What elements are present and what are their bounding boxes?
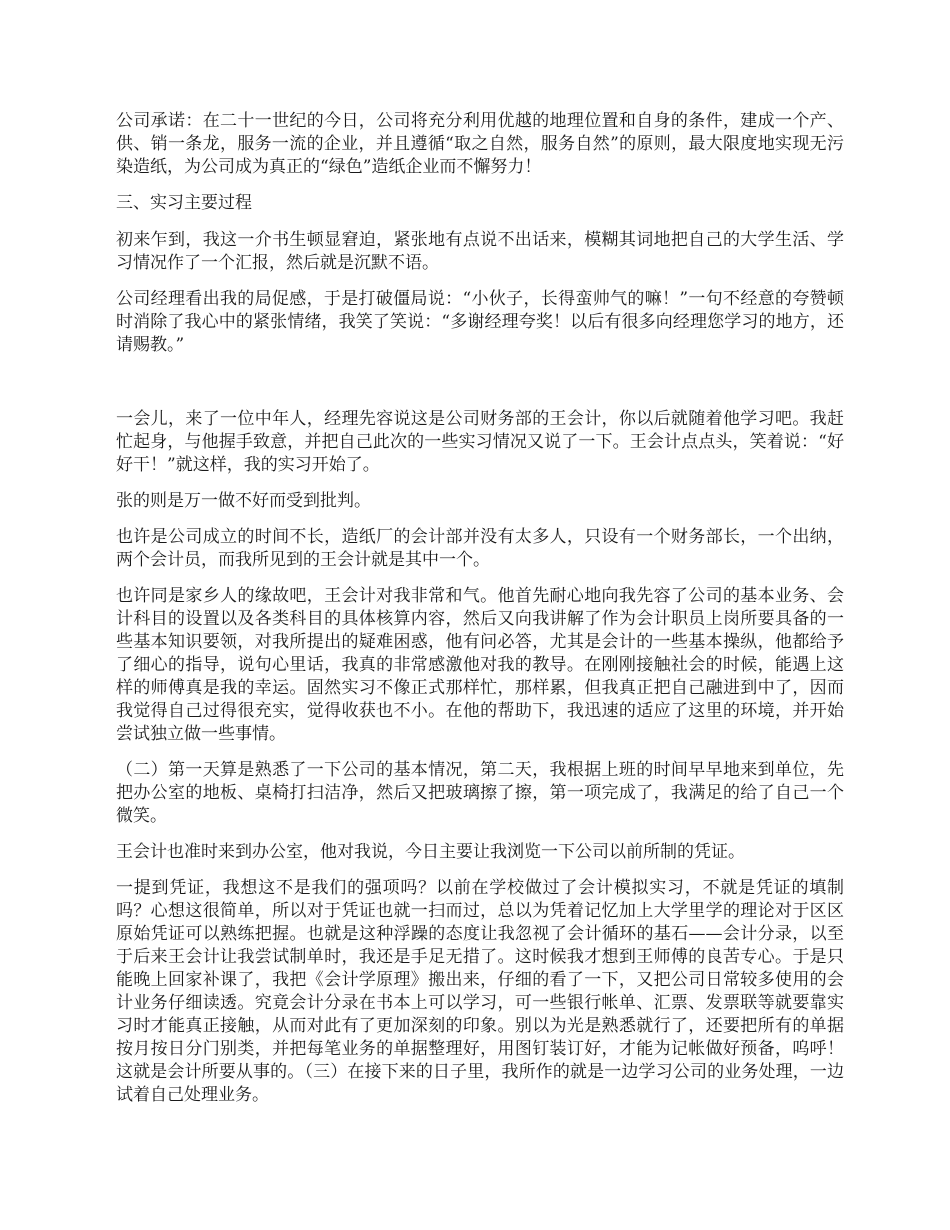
paragraph-company-commitment: 公司承诺：在二十一世纪的今日，公司将充分利用优越的地理位置和自身的条件，建成一个产、供、销一条龙，服务一流的企业，并且遵循“取之自然，服务自然”的原则，最大限度地实现无污染造纸，为公司成为真正的“绿色”造纸企业而不懈努力！	[116, 111, 844, 177]
blank-gap	[116, 370, 844, 408]
paragraph-arrival: 初来乍到，我这一介书生顿显窘迫，紧张地有点说不出话来，模糊其词地把自己的大学生活、学习情况作了一个汇报，然后就是沉默不语。	[116, 230, 844, 273]
paragraph-accounting-department: 也许是公司成立的时间不长，造纸厂的会计部并没有太多人，只设有一个财务部长，一个出纳，两个会计员，而我所见到的王会计就是其中一个。	[116, 527, 844, 570]
paragraph-manager-praise: 公司经理看出我的局促感，于是打破僵局说：“小伙子，长得蛮帅气的嘛！”一句不经意的夸赞顿时消除了我心中的紧张情绪，我笑了笑说：“多谢经理夸奖！以后有很多向经理您学习的地方，还请赐教。”	[116, 289, 844, 355]
paragraph-first-day: （二）第一天算是熟悉了一下公司的基本情况，第二天，我根据上班的时间早早地来到单位，先把办公室的地板、桌椅打扫洁净，然后又把玻璃擦了擦，第一项完成了，我满足的给了自己一个微笑。	[116, 760, 844, 826]
paragraph-worry: 张的则是万一做不好而受到批判。	[116, 491, 371, 511]
section-heading-internship-process: 三、实习主要过程	[116, 193, 252, 213]
paragraph-meet-accountant: 一会儿，来了一位中年人，经理先容说这是公司财务部的王会计，你以后就随着他学习吧。我赶忙起身，与他握手致意，并把自己此次的一些实习情况又说了一下。王会计点点头，笑着说：“好好干！”就这样，我的实习开始了。	[116, 409, 844, 475]
paragraph-voucher-lesson: 一提到凭证，我想这不是我们的强项吗？以前在学校做过了会计模拟实习，不就是凭证的填制吗？心想这很简单，所以对于凭证也就一扫而过，总以为凭着记忆加上大学里学的理论对于区区原始凭证可以熟练把握。也就是这种浮躁的态度让我忽视了会计循环的基石——会计分录，以至于后来王会计让我尝试制单时，我还是手足无措了。这时候我才想到王师傅的良苦专心。于是只能晚上回家补课了，我把《会计学原理》搬出来，仔细的看了一下，又把公司日常较多使用的会计业务仔细读透。究竟会计分录在书本上可以学习，可一些银行帐单、汇票、发票联等就要靠实习时才能真正接触，从而对此有了更加深刻的印象。别以为光是熟悉就行了，还要把所有的单据按月按日分门别类，并把每笔业务的单据整理好，用图钉装订好，才能为记帐做好预备，呜呼！这就是会计所要从事的。（三）在接下来的日子里，我所作的就是一边学习公司的业务处理，一边试着自己处理业务。	[116, 878, 844, 1105]
paragraph-mentor-guidance: 也许同是家乡人的缘故吧，王会计对我非常和气。他首先耐心地向我先容了公司的基本业务、会计科目的设置以及各类科目的具体核算内容，然后又向我讲解了作为会计职员上岗所要具备的一些基本知识要领，对我所提出的疑难困惑，他有问必答，尤其是会计的一些基本操纵，他都给予了细心的指导，说句心里话，我真的非常感激他对我的教导。在刚刚接触社会的时候，能遇上这样的师傅真是我的幸运。固然实习不像正式那样忙，那样累，但我真正把自己融进到中了，因而我觉得自己过得很充实，觉得收获也不小。在他的帮助下，我迅速的适应了这里的环境，并开始尝试独立做一些事情。	[116, 586, 844, 744]
document-body	[116, 110, 844, 1120]
paragraph-browse-vouchers: 王会计也准时来到办公室，他对我说，今日主要让我浏览一下公司以前所制的凭证。	[116, 842, 745, 862]
